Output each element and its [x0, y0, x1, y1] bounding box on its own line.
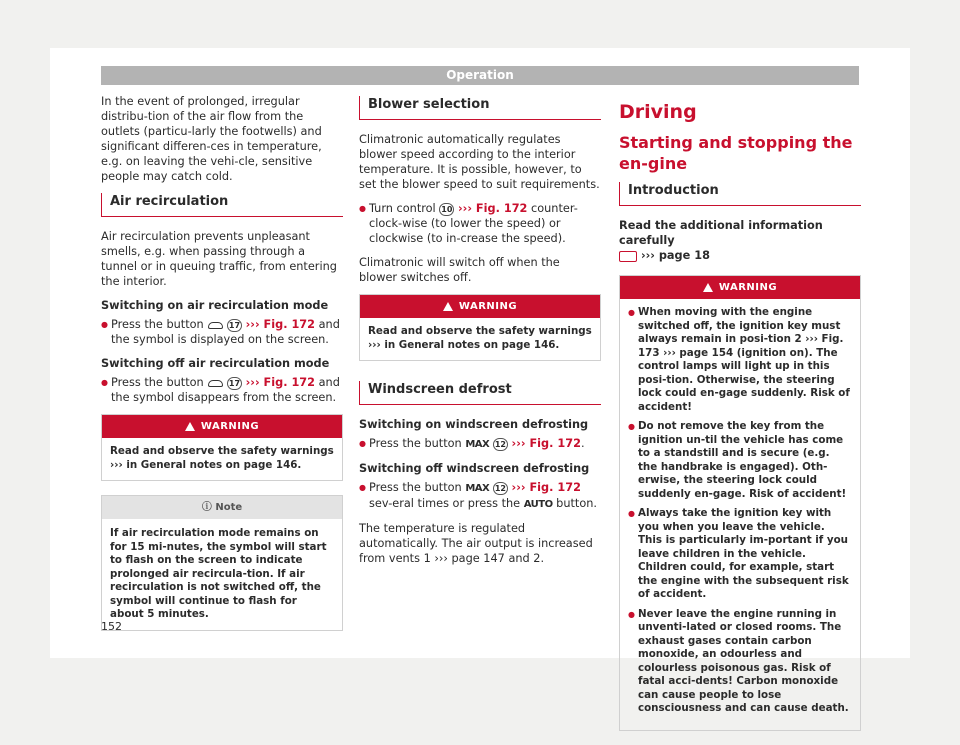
control-number: 17: [228, 321, 241, 330]
bullet-recirc-on: [101, 317, 343, 347]
bullet-text: Turn control: [369, 202, 436, 215]
column-1: [101, 94, 343, 641]
bullet-text: and the symbol is displayed on the screen.: [111, 318, 340, 346]
page-header: Operation: [101, 66, 859, 85]
warning-text: Read and observe the safety warnings ››› in General notes on page 146.: [368, 325, 592, 351]
section-title-air-recirculation: Air recirculation: [101, 193, 343, 217]
warning-header: [102, 415, 342, 438]
warning-icon: [443, 302, 453, 311]
recirculation-icon: [207, 321, 223, 329]
fig-link[interactable]: ››› Fig. 172: [245, 376, 316, 389]
control-number: 12: [494, 484, 506, 493]
warning-box: [619, 275, 861, 731]
read-text: Read the additional information carefully: [619, 219, 823, 247]
bullet-text: counter-clock-wise (to lower the speed) or clockwise (to in-crease the speed).: [369, 202, 578, 245]
blower-paragraph-2: Climatronic will switch off when the blower switches off.: [359, 256, 560, 284]
bullet-blower: [359, 201, 601, 246]
intro-paragraph: In the event of prolonged, irregular distribu-tion of the air flow from the outlets (particu-larly the footwells) and significant differen-ces in temperature, e.g. on leaving the vehi-cle, sensitive people may catch cold.: [101, 95, 322, 183]
fig-link[interactable]: ››› Fig. 172: [511, 437, 581, 450]
blower-paragraph: Climatronic automatically regulates blower speed according to the interior temperature. It is possible, however, to set the blower speed to suit requirements.: [359, 133, 600, 191]
note-label: Note: [215, 502, 243, 513]
subheading-defrost-off: Switching off windscreen defrosting: [359, 462, 590, 475]
bullet-text: .: [580, 437, 585, 450]
recirc-paragraph: Air recirculation prevents unpleasant smells, e.g. when passing through a tunnel or in queuing traffic, from entering the interior.: [101, 230, 337, 288]
warning-box: [101, 414, 343, 481]
book-icon: [619, 251, 637, 262]
warning-item: ● Do not remove the key from the ignition un-til the vehicle has come to a standstill and is secure (e.g. the handbrake is engaged). Oth-erwise, the steering lock could suddenly en-gage. Risk of accident!: [628, 420, 852, 501]
bullet-text: and the symbol disappears from the screen.: [111, 376, 340, 404]
section-title-blower: Blower selection: [359, 96, 601, 120]
warning-list: [620, 299, 860, 730]
page-link[interactable]: ››› page 18: [640, 249, 710, 262]
note-header: [102, 496, 342, 519]
subheading-off: Switching off air recirculation mode: [101, 357, 330, 370]
warning-item: ● When moving with the engine switched off, the ignition key must always remain in posi-tion 2 ››› Fig. 173 ››› page 154 (ignition on). The control lamps will light up in this posi-tion. Otherwise, the steering lock could en-gage suddenly. Risk of accident!: [628, 306, 852, 414]
note-text: If air recirculation mode remains on for 15 mi-nutes, the symbol will start to flash on the screen to indicate prolonged air recircula-tion. If air recirculation is not switched off, the symbol will continue to flash for about 5 minutes.: [110, 527, 327, 620]
auto-icon: AUTO: [523, 499, 553, 510]
bullet-recirc-off: [101, 375, 343, 405]
bullet-text: Press the button: [369, 437, 462, 450]
defrost-max-icon: MAX: [465, 483, 490, 494]
warning-box: [359, 294, 601, 361]
warning-label: WARNING: [718, 282, 778, 293]
warning-header: [360, 295, 600, 318]
recirculation-icon: [207, 379, 223, 387]
info-icon: ⓘ: [201, 502, 216, 513]
warning-item: ● Never leave the engine running in unventi-lated or closed rooms. The exhaust gases contain carbon monoxide, an odourless and colourless poisonous gas. Risk of fatal acci-dents! Carbon monoxide can cause people to lose consciousness and can cause death.: [628, 608, 852, 716]
read-info-line: [619, 218, 861, 263]
warning-item: ● Always take the ignition key with you when you leave the vehicle. This is particularly im-portant if you leave children in the vehicle. Children could, for example, start the engine with the subsequent risk of accident.: [628, 507, 852, 602]
bullet-text: button.: [556, 497, 598, 510]
column-3: [619, 94, 861, 745]
bullet-text: Press the button: [111, 318, 204, 331]
note-box: [101, 495, 343, 631]
page-number: 152: [101, 620, 122, 633]
chapter-subtitle: Starting and stopping the en-gine: [619, 133, 853, 173]
warning-text: Read and observe the safety warnings ››› in General notes on page 146.: [110, 445, 334, 471]
chapter-title: Driving: [619, 101, 697, 123]
warning-label: WARNING: [458, 301, 518, 312]
bullet-text: Press the button: [111, 376, 204, 389]
section-title-defrost: Windscreen defrost: [359, 381, 601, 405]
fig-link[interactable]: ››› Fig. 172: [511, 481, 581, 494]
fig-link[interactable]: ››› Fig. 172: [245, 318, 316, 331]
defrost-paragraph: The temperature is regulated automatically. The air output is increased from vents 1 ››› page 147 and 2.: [359, 522, 593, 565]
bullet-text: sev-eral times or press the: [369, 497, 521, 510]
warning-header: [620, 276, 860, 299]
control-number: 10: [441, 205, 453, 214]
bullet-defrost-on: [359, 436, 601, 452]
warning-label: WARNING: [200, 421, 260, 432]
control-number: 12: [494, 440, 506, 449]
warning-icon: [185, 422, 195, 431]
control-number: 17: [228, 379, 241, 388]
column-2: [359, 94, 601, 575]
fig-link[interactable]: ››› Fig. 172: [458, 202, 528, 215]
bullet-text: Press the button: [369, 481, 462, 494]
subheading-defrost-on: Switching on windscreen defrosting: [359, 418, 589, 431]
section-title-introduction: Introduction: [619, 182, 861, 206]
defrost-max-icon: MAX: [465, 439, 490, 450]
warning-icon: [703, 283, 713, 292]
subheading-on: Switching on air recirculation mode: [101, 299, 329, 312]
bullet-defrost-off: [359, 480, 601, 512]
